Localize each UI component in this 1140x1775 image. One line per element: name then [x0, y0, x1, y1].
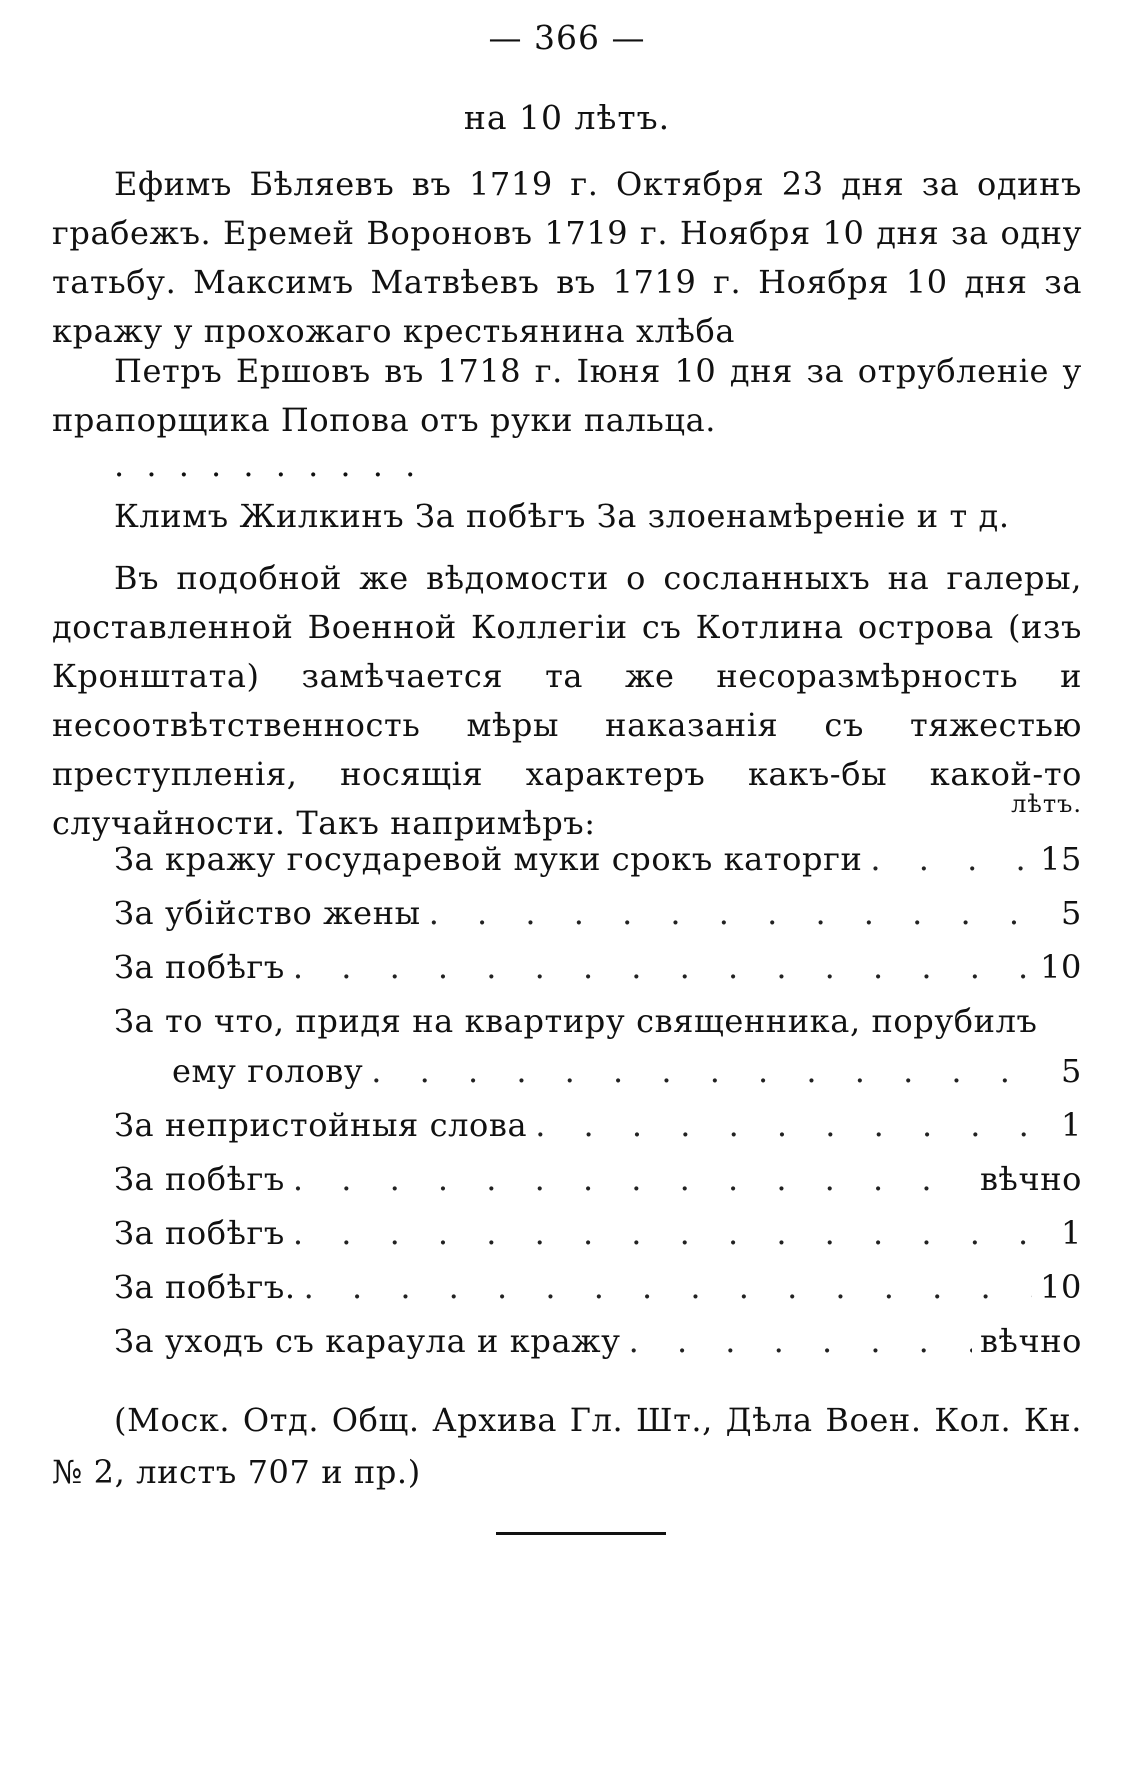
sentence-term: вѣчно: [979, 1322, 1082, 1360]
paragraph-zhilkin: Климъ Жилкинъ За побѣгъ За злоенамѣреніе и т д.: [114, 497, 1010, 535]
sentence-crime: За побѣгъ: [114, 1214, 285, 1252]
paragraph-ershov: Петръ Ершовъ въ 1718 г. Іюня 10 дня за отрубленіе у прапорщика Попова отъ руки пальца.: [52, 352, 1082, 439]
sentence-crime-continued: ему голову: [172, 1052, 364, 1090]
sentence-row: [114, 1002, 1082, 1106]
sentence-crime: За побѣгъ: [114, 948, 285, 986]
sentence-crime: За убійство жены: [114, 894, 421, 932]
sentence-row: [114, 1214, 1082, 1268]
dot-leader: [870, 840, 1032, 878]
sentence-row: [114, 1268, 1082, 1322]
sentence-row: [114, 1160, 1082, 1214]
sentence-crime: За уходъ съ караула и кражу: [114, 1322, 621, 1360]
dot-leader: [293, 1160, 972, 1198]
sentence-term: 10: [1040, 948, 1082, 986]
paragraph-galley-register: Въ подобной же вѣдомости о сосланныхъ на галеры, доставленной Военной Коллегіи съ Котлина острова (изъ Кронштата) замѣчается та же несоразмѣрность и несоотвѣтственность мѣры наказанія съ тяжестью преступленія, носящія характеръ какъ-бы какой-то случайности. Такъ напримѣръ:: [52, 559, 1082, 842]
sentence-crime: За то что, придя на квартиру священника, порубилъ: [114, 1002, 1038, 1040]
dot-leader: [293, 1214, 1044, 1252]
sentence-row: [114, 1322, 1082, 1376]
dot-leader: [535, 1106, 1044, 1144]
sentence-term: 5: [1061, 1052, 1082, 1090]
sentence-term: 1: [1061, 1106, 1082, 1144]
closing-rule: [496, 1532, 666, 1535]
dot-leader: [293, 948, 1032, 986]
sentence-crime: За побѣгъ: [114, 1160, 285, 1198]
sentence-term: 1: [1061, 1214, 1082, 1252]
column-unit-label: лѣтъ.: [1011, 790, 1082, 818]
sentence-term: 10: [1040, 1268, 1082, 1306]
book-page: [52, 0, 1082, 1775]
page-number: — 366 —: [488, 18, 646, 57]
sentence-list: [114, 840, 1082, 1376]
sentence-term: вѣчно: [979, 1160, 1082, 1198]
sentence-crime: За кражу государевой муки срокъ каторги: [114, 840, 863, 878]
dot-leader: [304, 1268, 1032, 1306]
paragraph-convicts-ten-years: Ефимъ Бѣляевъ въ 1719 г. Октября 23 дня за одинъ грабежъ. Еремей Вороновъ 1719 г. Ноября 10 дня за одну татьбу. Максимъ Матвѣевъ въ 1719 г. Ноября 10 дня за кражу у прохожаго крестьянина хлѣба: [52, 165, 1082, 350]
sentence-row: [114, 894, 1082, 948]
dot-leader: [371, 1052, 1044, 1090]
dot-leader: [629, 1322, 972, 1360]
sentence-term: 5: [1061, 894, 1082, 932]
sentence-term: 15: [1040, 840, 1082, 878]
sentence-row: [114, 840, 1082, 894]
archive-citation: (Моск. Отд. Общ. Архива Гл. Шт., Дѣла Воен. Кол. Кн. № 2, листъ 707 и пр.): [52, 1401, 1082, 1491]
dot-leader: [429, 894, 1044, 932]
sentence-crime: За непристойныя слова: [114, 1106, 528, 1144]
sentence-row: [114, 1106, 1082, 1160]
sentence-crime: За побѣгъ.: [114, 1268, 296, 1306]
sentence-row: [114, 948, 1082, 1002]
section-heading: на 10 лѣтъ.: [463, 98, 671, 137]
ellipsis-dots: . . . . . . . . . .: [114, 446, 422, 484]
